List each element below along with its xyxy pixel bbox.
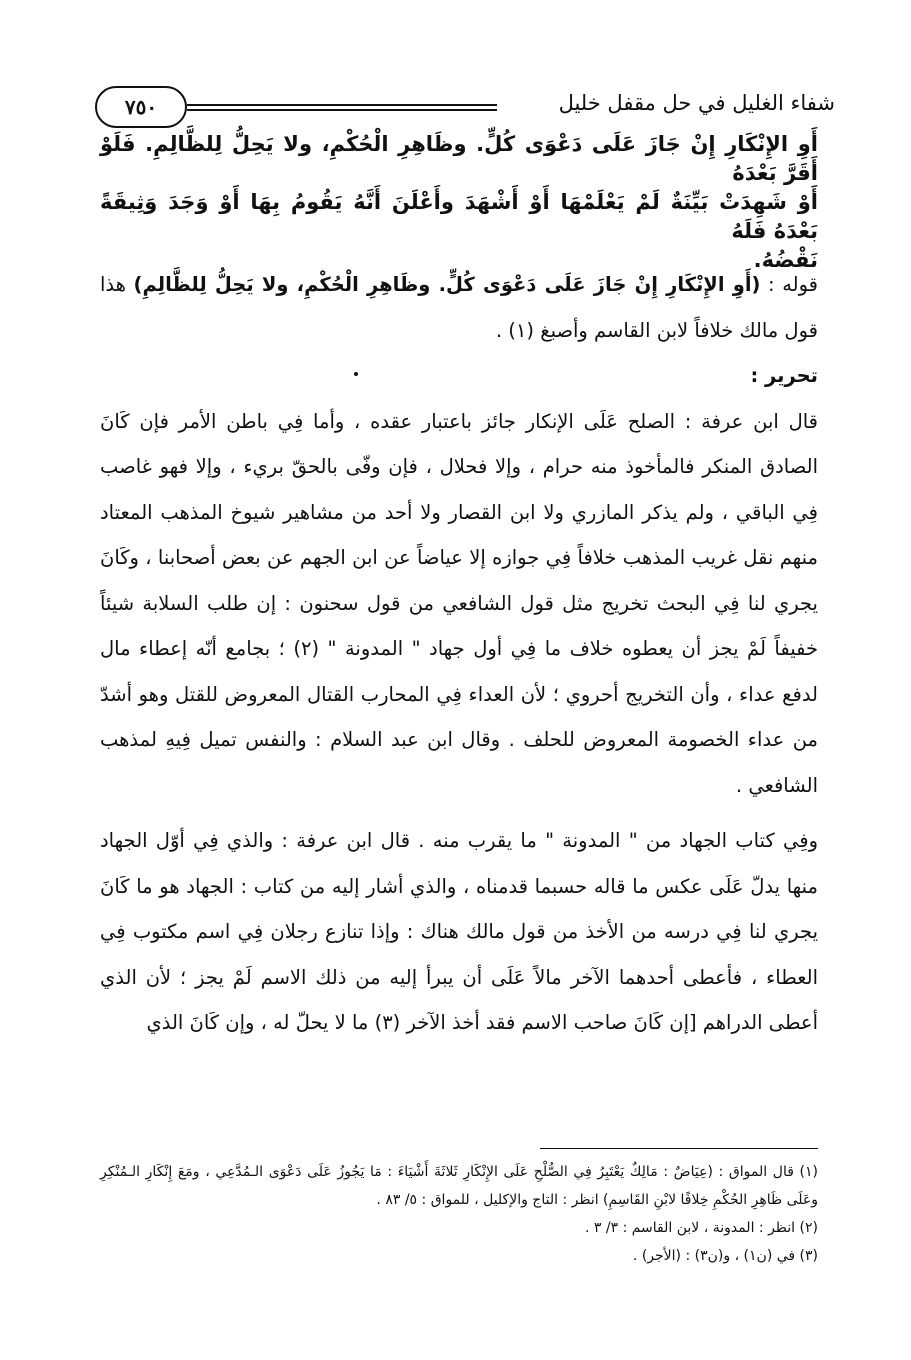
- matn-line: أَوِ الإِنْكَارِ إِنْ جَازَ عَلَى دَعْوَى كُلٍّ. وظَاهِرِ الْحُكْمِ، ولا يَحِلُّ لِلظَّالِمِ. فَلَوْ أَقَرَّ بَعْدَهُ: [100, 132, 818, 185]
- footnote-separator: [540, 1148, 818, 1149]
- book-title: شفاء الغليل في حل مقفل خليل: [558, 91, 835, 115]
- header-rule: [187, 104, 497, 111]
- matn-line: نَقْضُهُ.: [753, 248, 818, 272]
- footnotes: [100, 1158, 818, 1270]
- section-heading: تحرير :: [750, 364, 818, 387]
- footnote: (١) قال المواق : (عِيَاضٌ : مَالِكٌ يَعْتَبِرُ فِي الصُّلْحِ عَلَى الإِنْكَارِ ثَلاثَةَ أَشْيَاءَ : مَا يَجُوزُ عَلَى دَعْوَى الـمُدَّعِي ، ومَعَ إِنْكَارِ الـمُنْكِرِ وعَلَى ظَاهِرِ الحُكْمِ خِلافًا لابْنِ القَاسِمِ) انظر : التاج والإكليل ، للمواق : ٥/ ٨٣ .: [100, 1164, 818, 1208]
- paragraph-gap: [100, 808, 818, 818]
- matn-line: أَوْ شَهِدَتْ بَيِّنَةٌ لَمْ يَعْلَمْهَا أَوْ أَشْهَدَ وأَعْلَنَ أَنَّهُ يَقُومُ بِهَا أَوْ وَجَدَ وَثِيقَةً بَعْدَهُ فَلَهُ: [100, 190, 818, 243]
- commentary-body: [100, 262, 818, 1046]
- commentary-paragraph: قال ابن عرفة : الصلح عَلَى الإنكار جائز باعتبار عقده ، وأما فِي باطن الأمر فإن كَانَ الصادق المنكر فالمأخوذ منه حرام ، وإلا فحلال ، فإن وفّى بالحقّ بريء ، وإلا فهو غاصب فِي الباقي ، ولم يذكر المازري ولا ابن القصار ولا أحد من مشاهير شيوخ المذهب المعتاد منهم نقل غريب المذهب خلافاً فِي جوازه إلا عياضاً عن ابن الجهم عن بعض أصحابنا ، وكَانَ يجري لنا فِي البحث تخريج مثل قول الشافعي من قول سحنون : إن طلب السلابة شيئاً خفيفاً لَمْ يجز أن يعطوه خلاف ما فِي أول جهاد " المدونة " (٢) ؛ بجامع أنّه إعطاء مال لدفع عداء ، وأن التخريج أحروي ؛ لأن العداء فِي المحارب القتال المعروض للقتل وهو أشدّ من عداء الخصومة المعروض للحلف . وقال ابن عبد السلام : والنفس تميل فِيهِ لمذهب الشافعي .: [100, 409, 818, 797]
- footnote: (٣) في (ن١) ، و(ن٣) : (الأجر) .: [632, 1248, 818, 1264]
- page-header: [95, 80, 835, 132]
- para-rest: هذا قول مالك خلافاً لابن القاسم وأصبغ (١) .: [100, 273, 818, 342]
- footnote: (٢) انظر : المدونة ، لابن القاسم : ٣/ ٣ .: [584, 1220, 818, 1236]
- matn-text: [100, 130, 818, 275]
- para-prefix: قوله :: [760, 273, 819, 296]
- commentary-paragraph: وفِي كتاب الجهاد من " المدونة " ما يقرب منه . قال ابن عرفة : والذي فِي أوّل الجهاد منها يدلّ عَلَى عكس ما قاله حسبما قدمناه ، والذي أشار إليه من كتاب : الجهاد هو ما كَانَ يجري لنا فِي درسه من الأخذ من قول مالك هناك : وإذا تنازع رجلان فِي اسم مكتوب فِي العطاء ، فأعطى أحدهما الآخر مالاً عَلَى أن يبرأ إليه من ذلك الاسم لَمْ يجز ؛ لأن الذي أعطى الدراهم [إن كَانَ صاحب الاسم فقد أخذ الآخر (٣) ما لا يحلّ له ، وإن كَانَ الذي: [100, 829, 818, 1034]
- commentary-paragraph: [100, 262, 818, 353]
- page-number: ٧٥٠: [95, 86, 187, 128]
- matn-quote: (أَوِ الإِنْكَارِ إِنْ جَازَ عَلَى دَعْوَى كُلٍّ. وظَاهِرِ الْحُكْمِ، ولا يَحِلُّ لِلظَّالِمِ): [133, 273, 761, 296]
